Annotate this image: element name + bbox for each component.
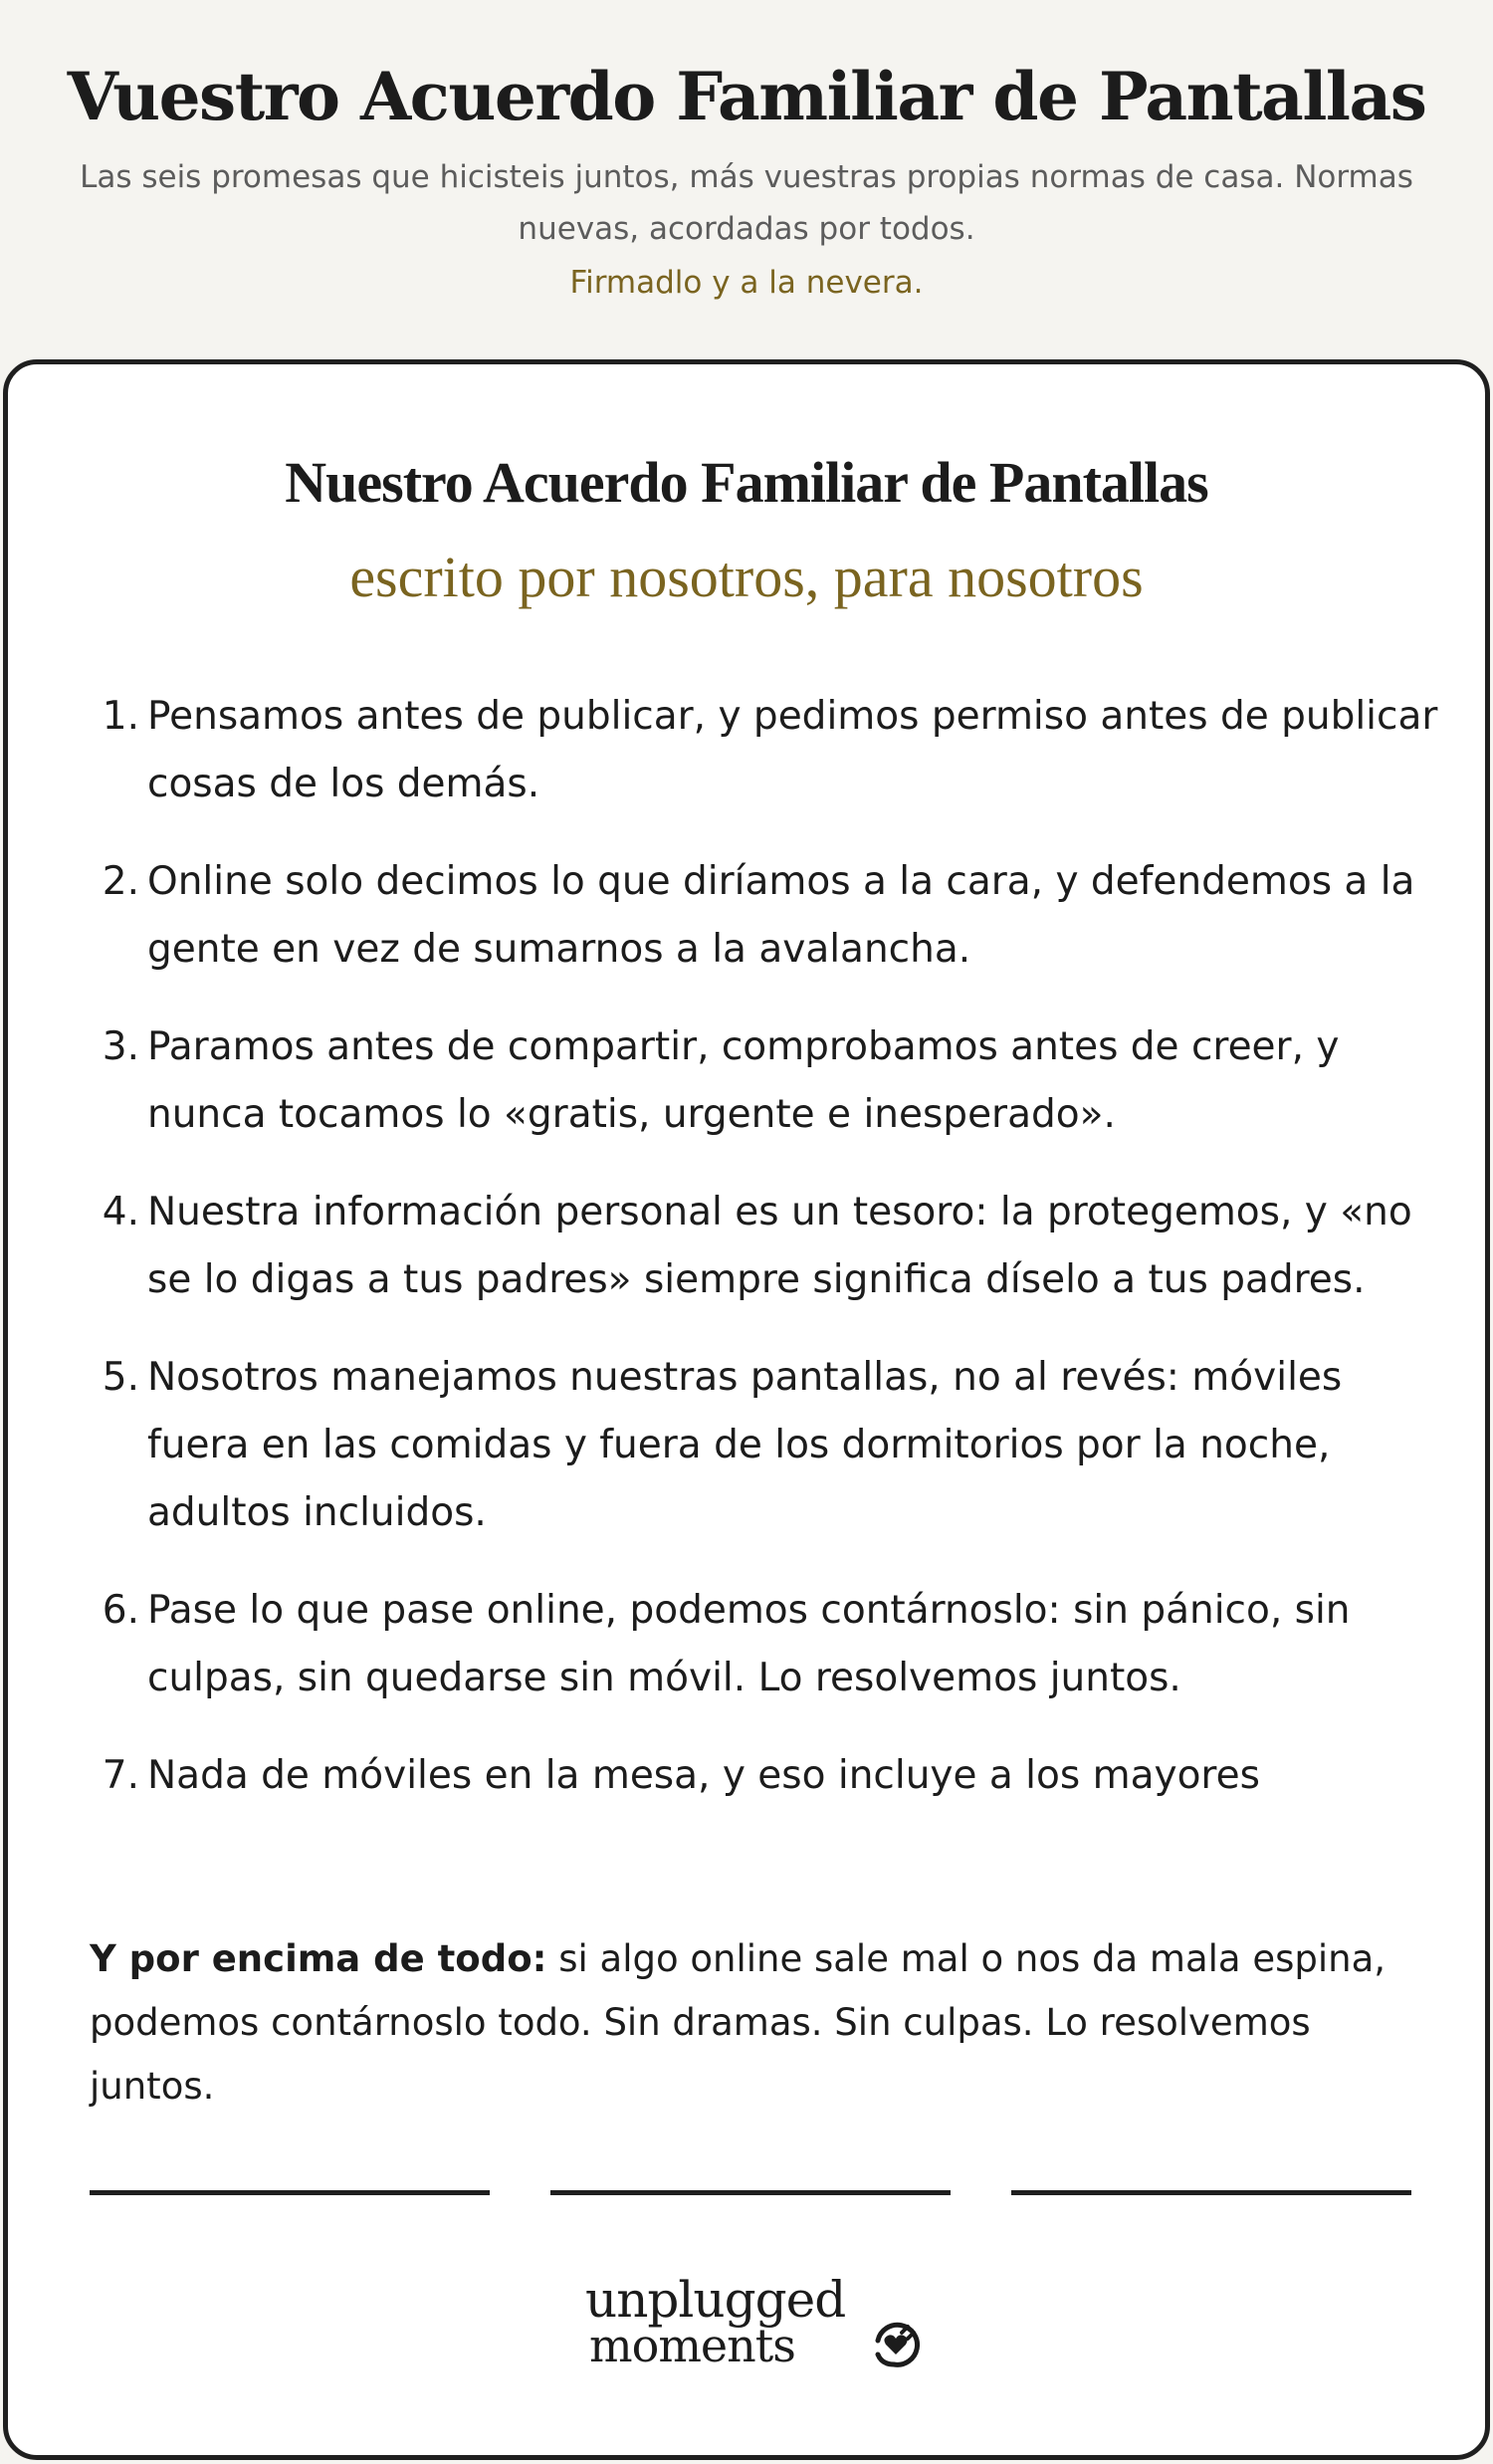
rule-text: Paramos antes de compartir, comprobamos antes de creer, y nunca tocamos lo «gratis, urgente e inesperado». <box>147 1024 1340 1137</box>
rule-text: Pensamos antes de publicar, y pedimos permiso antes de publicar cosas de los demás. <box>147 694 1438 806</box>
rule-item <box>90 1577 1443 1712</box>
rule-number: 6. <box>102 1588 139 1633</box>
rule-number: 2. <box>102 859 139 904</box>
page-title: Vuestro Acuerdo Familiar de Pantallas <box>67 58 1426 135</box>
rule-text: Nosotros manejamos nuestras pantallas, no al revés: móviles fuera en las comidas y fuera de los dormitorios por la noche, adultos incluidos. <box>147 1355 1343 1535</box>
logo-text-line2: moments <box>589 2319 795 2372</box>
rule-text: Online solo decimos lo que diríamos a la cara, y defendemos a la gente en vez de sumarnos a la avalancha. <box>147 859 1415 972</box>
rule-item <box>90 848 1443 984</box>
rule-text: Pase lo que pase online, podemos contárnoslo: sin pánico, sin culpas, sin quedarse sin móvil. Lo resolvemos juntos. <box>147 1588 1351 1700</box>
rule-item <box>90 683 1443 818</box>
rule-text: Nuestra información personal es un tesoro: la protegemos, y «no se lo digas a tus padres» siempre significa díselo a tus padres. <box>147 1190 1412 1302</box>
logo-text-line1: unplugged <box>585 2271 846 2329</box>
brand-logo <box>575 2271 934 2390</box>
closing-lead: Y por encima de todo: <box>90 1937 547 1980</box>
header <box>0 0 1493 358</box>
page-subtitle: Las seis promesas que hicisteis juntos, más vuestras propias normas de casa. Normas nuevas, acordadas por todos. <box>80 159 1413 247</box>
signature-line <box>1011 2190 1411 2195</box>
rule-number: 3. <box>102 1024 139 1069</box>
closing-text: si algo online sale mal o nos da mala espina, podemos contárnoslo todo. Sin dramas. Sin culpas. Lo resolvemos juntos. <box>90 1937 1386 2108</box>
sign-instruction: Firmadlo y a la nevera. <box>569 265 924 301</box>
rule-number: 1. <box>102 694 139 739</box>
closing-statement <box>90 1927 1443 2119</box>
rule-number: 5. <box>102 1355 139 1400</box>
rule-item <box>90 1742 1443 1810</box>
rules-list <box>90 683 1443 1840</box>
agreement-subtitle: escrito por nosotros, para nosotros <box>349 545 1144 609</box>
signature-line <box>90 2190 490 2195</box>
rule-item <box>90 1013 1443 1149</box>
signature-line <box>550 2190 951 2195</box>
rule-item <box>90 1179 1443 1314</box>
agreement-card <box>3 359 1490 2460</box>
heart-plug-icon <box>864 2311 928 2374</box>
rule-number: 4. <box>102 1190 139 1234</box>
rule-text: Nada de móviles en la mesa, y eso incluye a los mayores <box>147 1753 1260 1798</box>
rule-number: 7. <box>102 1753 139 1798</box>
agreement-title: Nuestro Acuerdo Familiar de Pantallas <box>285 450 1208 515</box>
rule-item <box>90 1344 1443 1547</box>
